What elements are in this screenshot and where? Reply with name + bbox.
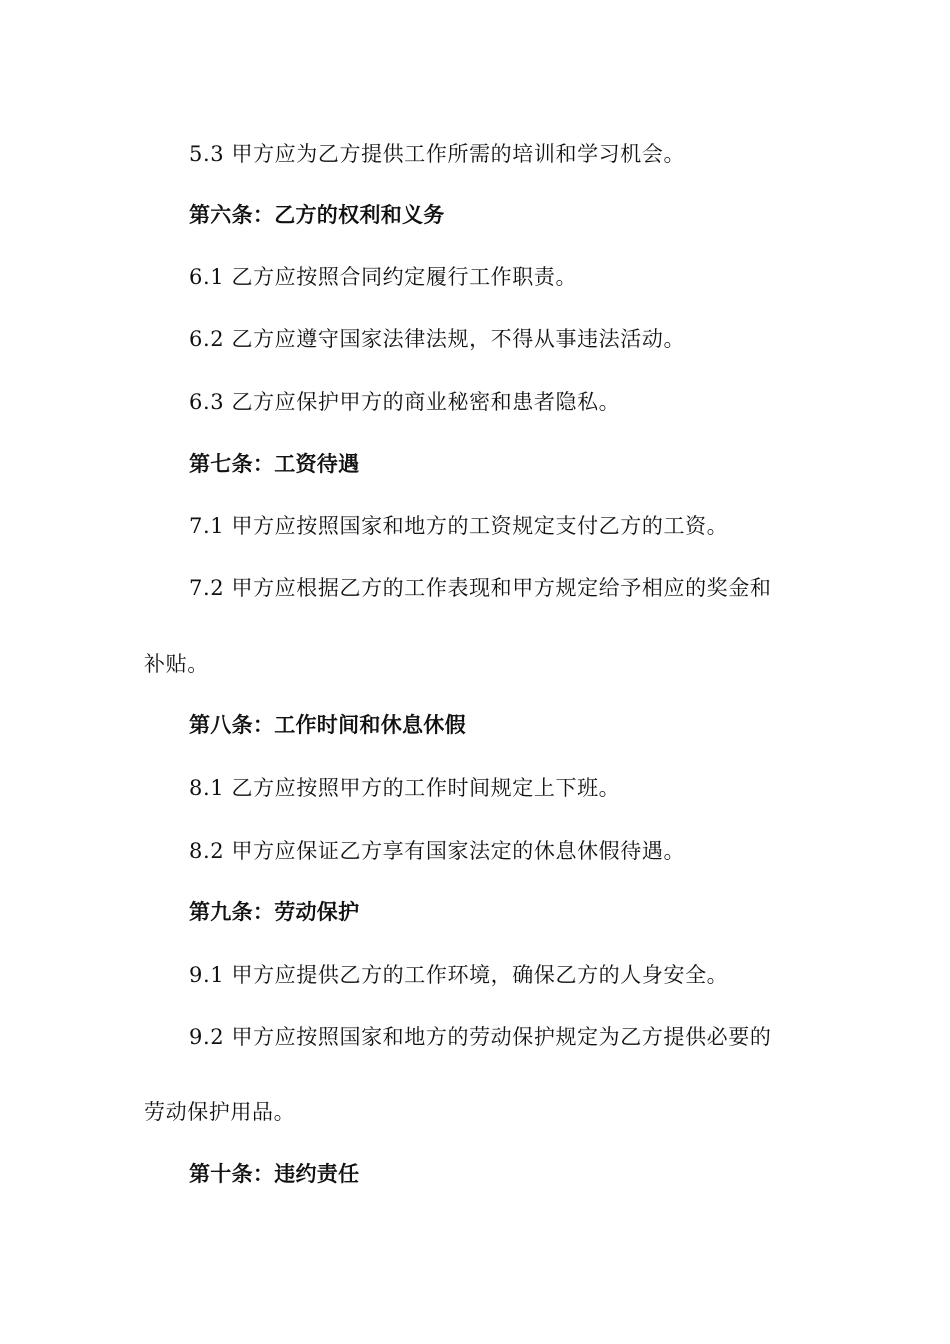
clause-9-2: 9.2 甲方应按照国家和地方的劳动保护规定为乙方提供必要的: [189, 1025, 772, 1049]
article-10-heading: 第十条：违约责任: [189, 1162, 360, 1186]
clause-7-2: 7.2 甲方应根据乙方的工作表现和甲方规定给予相应的奖金和: [189, 576, 772, 600]
clause-6-1: 6.1 乙方应按照合同约定履行工作职责。: [189, 265, 578, 289]
article-6-heading: 第六条：乙方的权利和义务: [189, 203, 445, 227]
clause-5-3: 5.3 甲方应为乙方提供工作所需的培训和学习机会。: [189, 142, 686, 166]
clause-7-1: 7.1 甲方应按照国家和地方的工资规定支付乙方的工资。: [189, 514, 729, 538]
clause-9-1: 9.1 甲方应提供乙方的工作环境，确保乙方的人身安全。: [189, 963, 729, 987]
clause-8-2: 8.2 甲方应保证乙方享有国家法定的休息休假待遇。: [189, 839, 686, 863]
article-9-heading: 第九条：劳动保护: [189, 900, 360, 924]
clause-7-2-continued: 补贴。: [144, 652, 209, 676]
clause-6-3: 6.3 乙方应保护甲方的商业秘密和患者隐私。: [189, 390, 621, 414]
article-8-heading: 第八条：工作时间和休息休假: [189, 713, 466, 737]
article-7-heading: 第七条：工资待遇: [189, 452, 360, 476]
clause-6-2: 6.2 乙方应遵守国家法律法规，不得从事违法活动。: [189, 327, 686, 351]
clause-9-2-continued: 劳动保护用品。: [144, 1100, 296, 1124]
clause-8-1: 8.1 乙方应按照甲方的工作时间规定上下班。: [189, 776, 621, 800]
